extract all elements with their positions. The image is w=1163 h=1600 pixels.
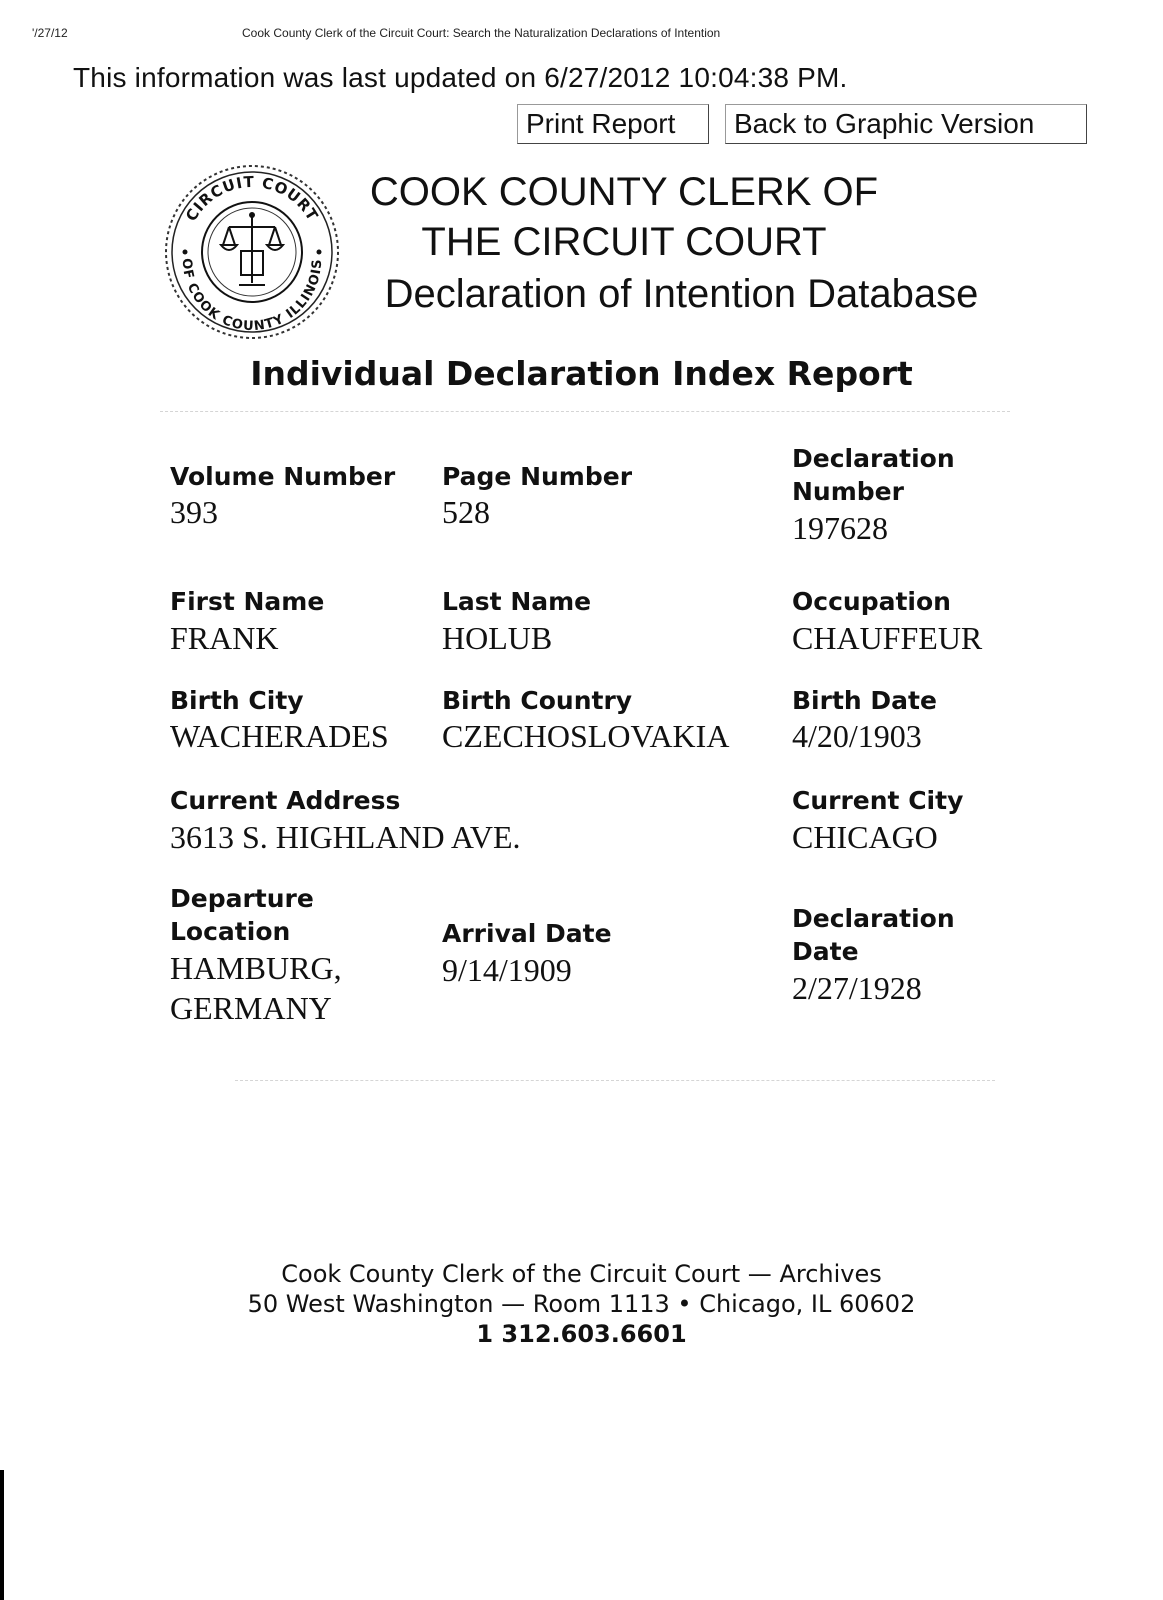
birth-city-label: Birth City: [170, 686, 304, 715]
last-updated-notice: This information was last updated on 6/27/2012 10:04:38 PM.: [73, 62, 848, 93]
departure-location-label-1: Departure: [170, 884, 314, 913]
footer-line-2: 50 West Washington — Room 1113 • Chicago, IL 60602: [247, 1290, 916, 1318]
page-number-label: Page Number: [442, 462, 633, 491]
birth-date-value: 4/20/1903: [792, 718, 922, 754]
birth-country-label: Birth Country: [442, 686, 633, 715]
print-date: '/27/12: [32, 26, 68, 40]
arrival-date-value: 9/14/1909: [442, 952, 572, 988]
departure-location-value-2: GERMANY: [170, 990, 332, 1026]
declaration-number-value: 197628: [792, 510, 888, 546]
report-title: Individual Declaration Index Report: [250, 354, 913, 393]
current-address-value: 3613 S. HIGHLAND AVE.: [170, 819, 521, 855]
departure-location-value-1: HAMBURG,: [170, 950, 342, 986]
current-city-label: Current City: [792, 786, 964, 815]
declaration-date-label-1: Declaration: [792, 904, 955, 933]
first-name-value: FRANK: [170, 620, 279, 656]
divider-bottom: [235, 1080, 995, 1081]
arrival-date-label: Arrival Date: [442, 919, 612, 948]
occupation-label: Occupation: [792, 587, 951, 616]
back-to-graphic-version-button[interactable]: Back to Graphic Version: [725, 104, 1087, 144]
divider-top: [160, 411, 1010, 412]
last-name-value: HOLUB: [442, 620, 553, 656]
birth-city-value: WACHERADES: [170, 718, 389, 754]
declaration-date-value: 2/27/1928: [792, 970, 922, 1006]
current-address-label: Current Address: [170, 786, 401, 815]
footer-phone: 1 312.603.6601: [476, 1320, 687, 1348]
heading-line-3: Declaration of Intention Database: [384, 272, 979, 316]
birth-country-value: CZECHOSLOVAKIA: [442, 718, 730, 754]
print-page-title: Cook County Clerk of the Circuit Court: Search the Naturalization Declarations of Intention: [242, 26, 721, 40]
current-city-value: CHICAGO: [792, 819, 938, 855]
first-name-label: First Name: [170, 587, 325, 616]
court-seal-logo: [161, 161, 343, 343]
occupation-value: CHAUFFEUR: [792, 620, 983, 656]
volume-number-label: Volume Number: [170, 462, 396, 491]
print-report-button[interactable]: Print Report: [517, 104, 709, 144]
scan-edge-mark: [0, 1470, 4, 1600]
heading-line-1: COOK COUNTY CLERK OF: [369, 170, 879, 214]
heading-line-2: THE CIRCUIT COURT: [421, 220, 827, 264]
departure-location-label-2: Location: [170, 917, 291, 946]
last-name-label: Last Name: [442, 587, 592, 616]
declaration-number-label-2: Number: [792, 477, 904, 506]
footer-line-1: Cook County Clerk of the Circuit Court — Archives: [281, 1260, 882, 1288]
page-number-value: 528: [442, 494, 490, 530]
declaration-number-label-1: Declaration: [792, 444, 955, 473]
seal-text-top: CIRCUIT COURT: [182, 172, 322, 225]
declaration-date-label-2: Date: [792, 937, 859, 966]
volume-number-value: 393: [170, 494, 218, 530]
seal-text-bottom: OF COOK COUNTY ILLINOIS: [178, 257, 326, 335]
birth-date-label: Birth Date: [792, 686, 937, 715]
